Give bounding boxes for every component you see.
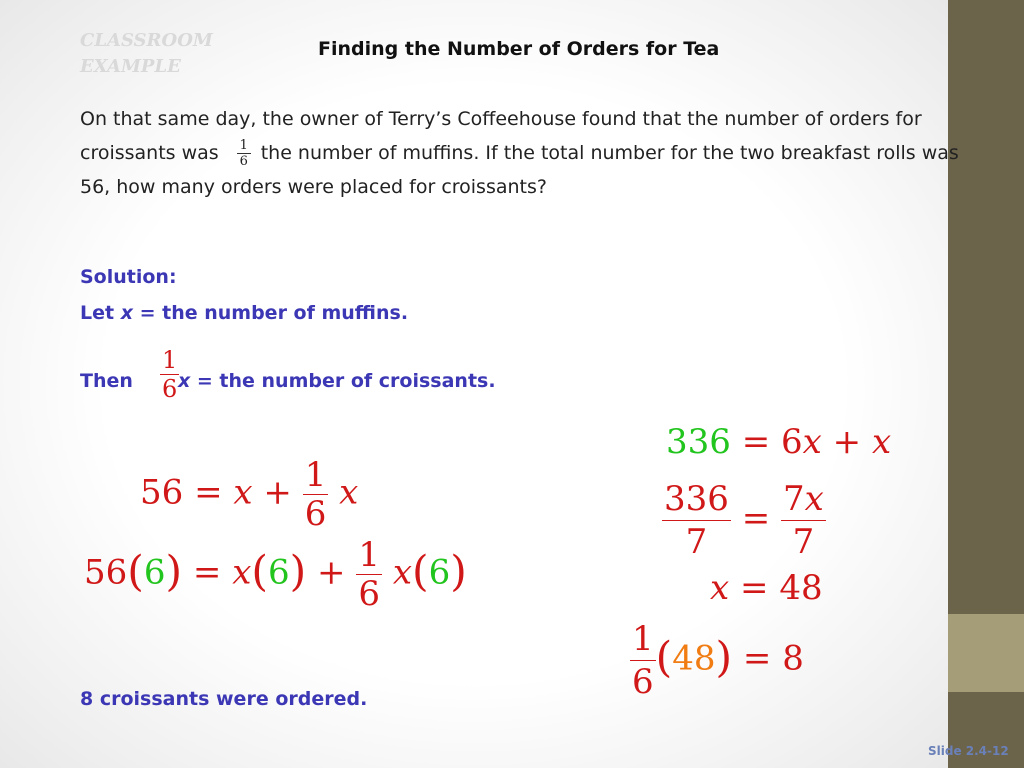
- eq4-frac-num-2: [781, 478, 826, 521]
- then-fraction: [160, 346, 179, 403]
- eq1-x: x: [233, 472, 253, 513]
- eq4-frac-num-1: 336: [664, 479, 729, 519]
- then-variable: x: [178, 370, 191, 392]
- eq3-x: x: [802, 422, 822, 462]
- eq2-rparen-2: ): [289, 547, 307, 597]
- let-prefix: Let: [80, 302, 121, 324]
- eq1-frac-den: 6: [304, 494, 327, 534]
- then-frac-num: 1: [162, 346, 178, 374]
- eq2-plus: +: [317, 552, 346, 593]
- eq1-56: 56: [140, 472, 184, 513]
- let-statement: [80, 302, 408, 324]
- equation-3: [666, 422, 891, 462]
- equation-2: [84, 536, 467, 613]
- eq1-x2: x: [339, 472, 359, 513]
- label-line-1: CLASSROOM: [80, 30, 213, 51]
- eq2-rparen-1: ): [165, 547, 183, 597]
- eq6-frac-num: 1: [632, 619, 654, 659]
- eq2-56: 56: [84, 552, 128, 593]
- eq4-seven: 7: [783, 479, 805, 519]
- eq4-equals: =: [741, 498, 771, 539]
- eq2-equals: =: [192, 552, 222, 593]
- problem-text-1: On that same day, the owner of Terry’s Coffeehouse found that the number of orders for croissants was: [80, 108, 922, 164]
- let-rest: = the number of muffins.: [132, 302, 409, 324]
- then-statement: [178, 370, 496, 392]
- eq6-frac-den: 6: [632, 662, 654, 702]
- eq1-plus: +: [263, 472, 292, 513]
- fraction-numerator: 1: [237, 138, 251, 154]
- eq6-rparen: ): [715, 633, 733, 683]
- equation-5: [710, 568, 823, 608]
- eq6-lparen: (: [655, 633, 673, 683]
- eq2-x2: x: [392, 552, 412, 593]
- problem-statement: [80, 102, 960, 204]
- slide-title: Finding the Number of Orders for Tea: [318, 38, 720, 60]
- eq3-plus: +: [832, 422, 862, 462]
- eq2-lparen-3: (: [412, 547, 429, 597]
- eq2-six-2: 6: [268, 552, 290, 593]
- solution-heading: Solution:: [80, 266, 177, 288]
- equation-4: [662, 478, 826, 563]
- eq6-8: 8: [782, 638, 804, 679]
- eq2-frac-num: 1: [358, 535, 380, 575]
- label-line-2: EXAMPLE: [80, 56, 181, 77]
- eq4-frac-den-1: 7: [685, 522, 708, 562]
- one-sixth-fraction: [237, 138, 251, 169]
- then-frac-den: 6: [162, 375, 178, 403]
- eq3-six: 6: [781, 422, 803, 462]
- classroom-example-label: [80, 28, 213, 84]
- eq3-x2: x: [871, 422, 892, 462]
- fraction-denominator: 6: [239, 154, 248, 169]
- then-label: Then: [80, 370, 133, 392]
- equation-1: [140, 456, 358, 533]
- slide-number: Slide 2.4-12: [928, 744, 1009, 758]
- then-rest: = the number of croissants.: [190, 370, 496, 392]
- eq2-x: x: [232, 552, 252, 593]
- eq3-equals: =: [741, 422, 771, 462]
- let-variable: x: [120, 302, 133, 324]
- eq6-48: 48: [672, 638, 716, 679]
- eq6-equals: =: [742, 638, 772, 679]
- eq4-frac-den-2: 7: [792, 522, 815, 562]
- eq1-equals: =: [194, 472, 223, 513]
- eq5-equals: =: [740, 568, 769, 608]
- sidebar-accent-block: [948, 614, 1024, 692]
- eq5-x: x: [710, 568, 730, 608]
- eq2-rparen-3: ): [450, 547, 467, 597]
- eq2-six-1: 6: [143, 552, 166, 593]
- eq5-48: 48: [779, 568, 823, 608]
- eq2-frac-den: 6: [358, 574, 380, 614]
- eq2-lparen-1: (: [127, 547, 144, 597]
- eq2-six-3: 6: [428, 552, 451, 593]
- eq4-x: x: [804, 479, 824, 519]
- equation-6: [630, 618, 804, 703]
- problem-text-2: the number of muffins. If the total number for the two breakfast rolls was 56, how many orders were placed for croissants?: [80, 142, 959, 198]
- eq1-frac-num: 1: [304, 455, 327, 495]
- eq3-336: 336: [666, 422, 731, 462]
- eq2-lparen-2: (: [251, 547, 268, 597]
- conclusion: 8 croissants were ordered.: [80, 688, 368, 710]
